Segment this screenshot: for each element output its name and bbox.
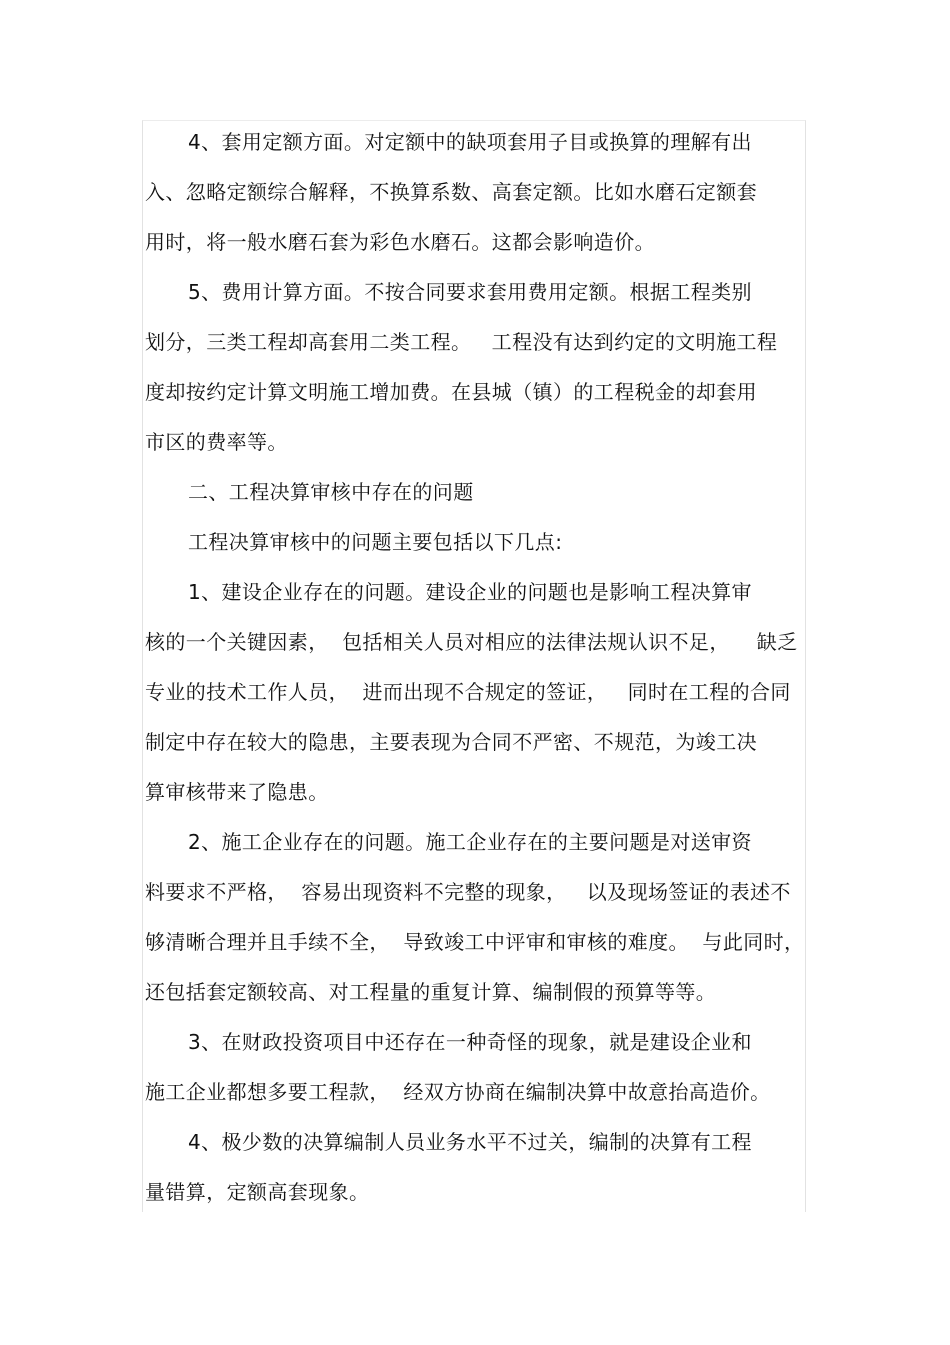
paragraph-line: 3、在财政投资项目中还存在一种奇怪的现象，就是建设企业和 [188, 1030, 752, 1054]
paragraph-line: 施工企业都想多要工程款， 经双方协商在编制决算中故意抬高造价。 [145, 1080, 771, 1104]
paragraph-line: 制定中存在较大的隐患，主要表现为合同不严密、不规范，为竣工决 [145, 730, 757, 754]
paragraph-line: 工程决算审核中的问题主要包括以下几点: [188, 530, 563, 554]
paragraph-line: 市区的费率等。 [145, 430, 288, 454]
paragraph-line: 核的一个关键因素， 包括相关人员对相应的法律法规认识不足， 缺乏 [145, 630, 798, 654]
paragraph-line: 划分，三类工程却高套用二类工程。 工程没有达到约定的文明施工程 [145, 330, 778, 354]
paragraph-line: 2、施工企业存在的问题。施工企业存在的主要问题是对送审资 [188, 830, 752, 854]
paragraph-line: 够清晰合理并且手续不全， 导致竣工中评审和审核的难度。 与此同时， [145, 930, 805, 954]
paragraph-line: 4、极少数的决算编制人员业务水平不过关，编制的决算有工程 [188, 1130, 752, 1154]
paragraph-line: 还包括套定额较高、对工程量的重复计算、编制假的预算等等。 [145, 980, 717, 1004]
paragraph-line: 专业的技术工作人员， 进而出现不合规定的签证， 同时在工程的合同 [145, 680, 791, 704]
paragraph-line: 4、套用定额方面。对定额中的缺项套用子目或换算的理解有出 [188, 130, 752, 154]
paragraph-line: 1、建设企业存在的问题。建设企业的问题也是影响工程决算审 [188, 580, 752, 604]
paragraph-line: 算审核带来了隐患。 [145, 780, 329, 804]
section-heading: 二、工程决算审核中存在的问题 [188, 480, 474, 504]
paragraph-line: 用时，将一般水磨石套为彩色水磨石。这都会影响造价。 [145, 230, 655, 254]
paragraph-line: 入、忽略定额综合解释，不换算系数、高套定额。比如水磨石定额套 [145, 180, 757, 204]
paragraph-line: 料要求不严格， 容易出现资料不完整的现象， 以及现场签证的表述不 [145, 880, 791, 904]
paragraph-line: 5、费用计算方面。不按合同要求套用费用定额。根据工程类别 [188, 280, 752, 304]
paragraph-line: 度却按约定计算文明施工增加费。在县城（镇）的工程税金的却套用 [145, 380, 757, 404]
paragraph-line: 量错算，定额高套现象。 [145, 1180, 370, 1204]
